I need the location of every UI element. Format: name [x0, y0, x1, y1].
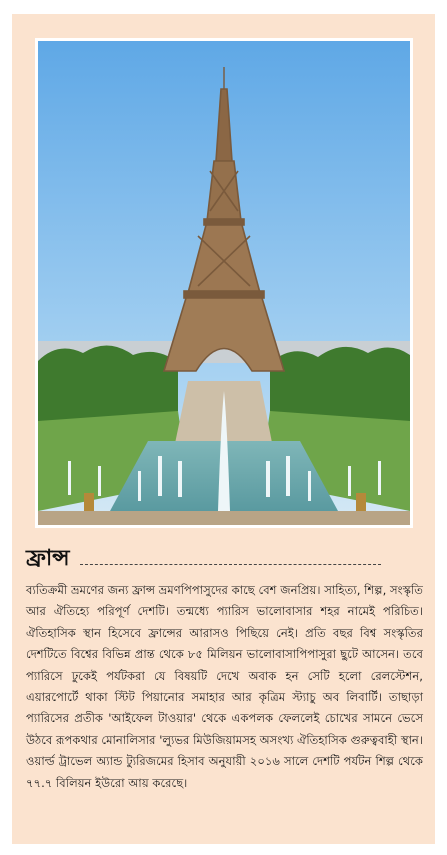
- trees-right: [270, 347, 410, 421]
- article-headline: [26, 542, 421, 572]
- eiffel-tower-illustration: [38, 41, 410, 525]
- article-body: ব্যতিক্রমী ভ্রমণের জন্য ফ্রান্স ভ্রমণপিপাসুদের কাছে বেশ জনপ্রিয়। সাহিত্য, শিল্প, সংস্কৃতি আর ঐতিহ্যে পরিপূর্ণ দেশটি। তন্মধ্যে প্যারিস ভালোবাসার শহর নামেই পরিচিত। ঐতিহাসিক স্থান হিসেবে ফ্রান্সের আরাসও পিছিয়ে নেই। প্রতি বছর বিশ্ব সংস্কৃতির দেশটিতে বিশ্বের বিভিন্ন প্রান্ত থেকে ৮৫ মিলিয়ন ভালোবাসাপিপাসুরা ছুটে আসেন। তবে প্যারিসে ঢুকেই পর্যটকরা যে বিষয়টি দেখে অবাক হন সেটি হলো রেলস্টেশন, এয়ারপোর্টে থাকা স্টিট পিয়ানোর সমাহার আর কৃত্রিম স্ট্যাচু অব লিবার্টি। তাছাড়া প্যারিসের প্রতীক 'আইফেল টাওয়ার' থেকে একপলক ফেললেই চোখের সামনে ভেসে উঠবে রূপকথার মোনালিসার 'ল্যুভর মিউজিয়ামসহ অসংখ্য ঐতিহাসিক গুরুত্ববাহী স্থান। ওয়ার্ল্ড ট্রাভেল অ্যান্ড ট্যুরিজমের হিসাব অনুযায়ী ২০১৬ সালে দেশটি পর্যটন শিল্প থেকে ৭৭.৭ বিলিয়ন ইউরো আয় করেছে।: [26, 583, 423, 790]
- headline-divider: [80, 564, 381, 565]
- trees-left: [38, 345, 178, 421]
- article-title: ফ্রান্স: [26, 546, 70, 571]
- article-card: [12, 14, 435, 844]
- eiffel-tower-photo: [35, 38, 413, 528]
- terrace: [38, 511, 410, 525]
